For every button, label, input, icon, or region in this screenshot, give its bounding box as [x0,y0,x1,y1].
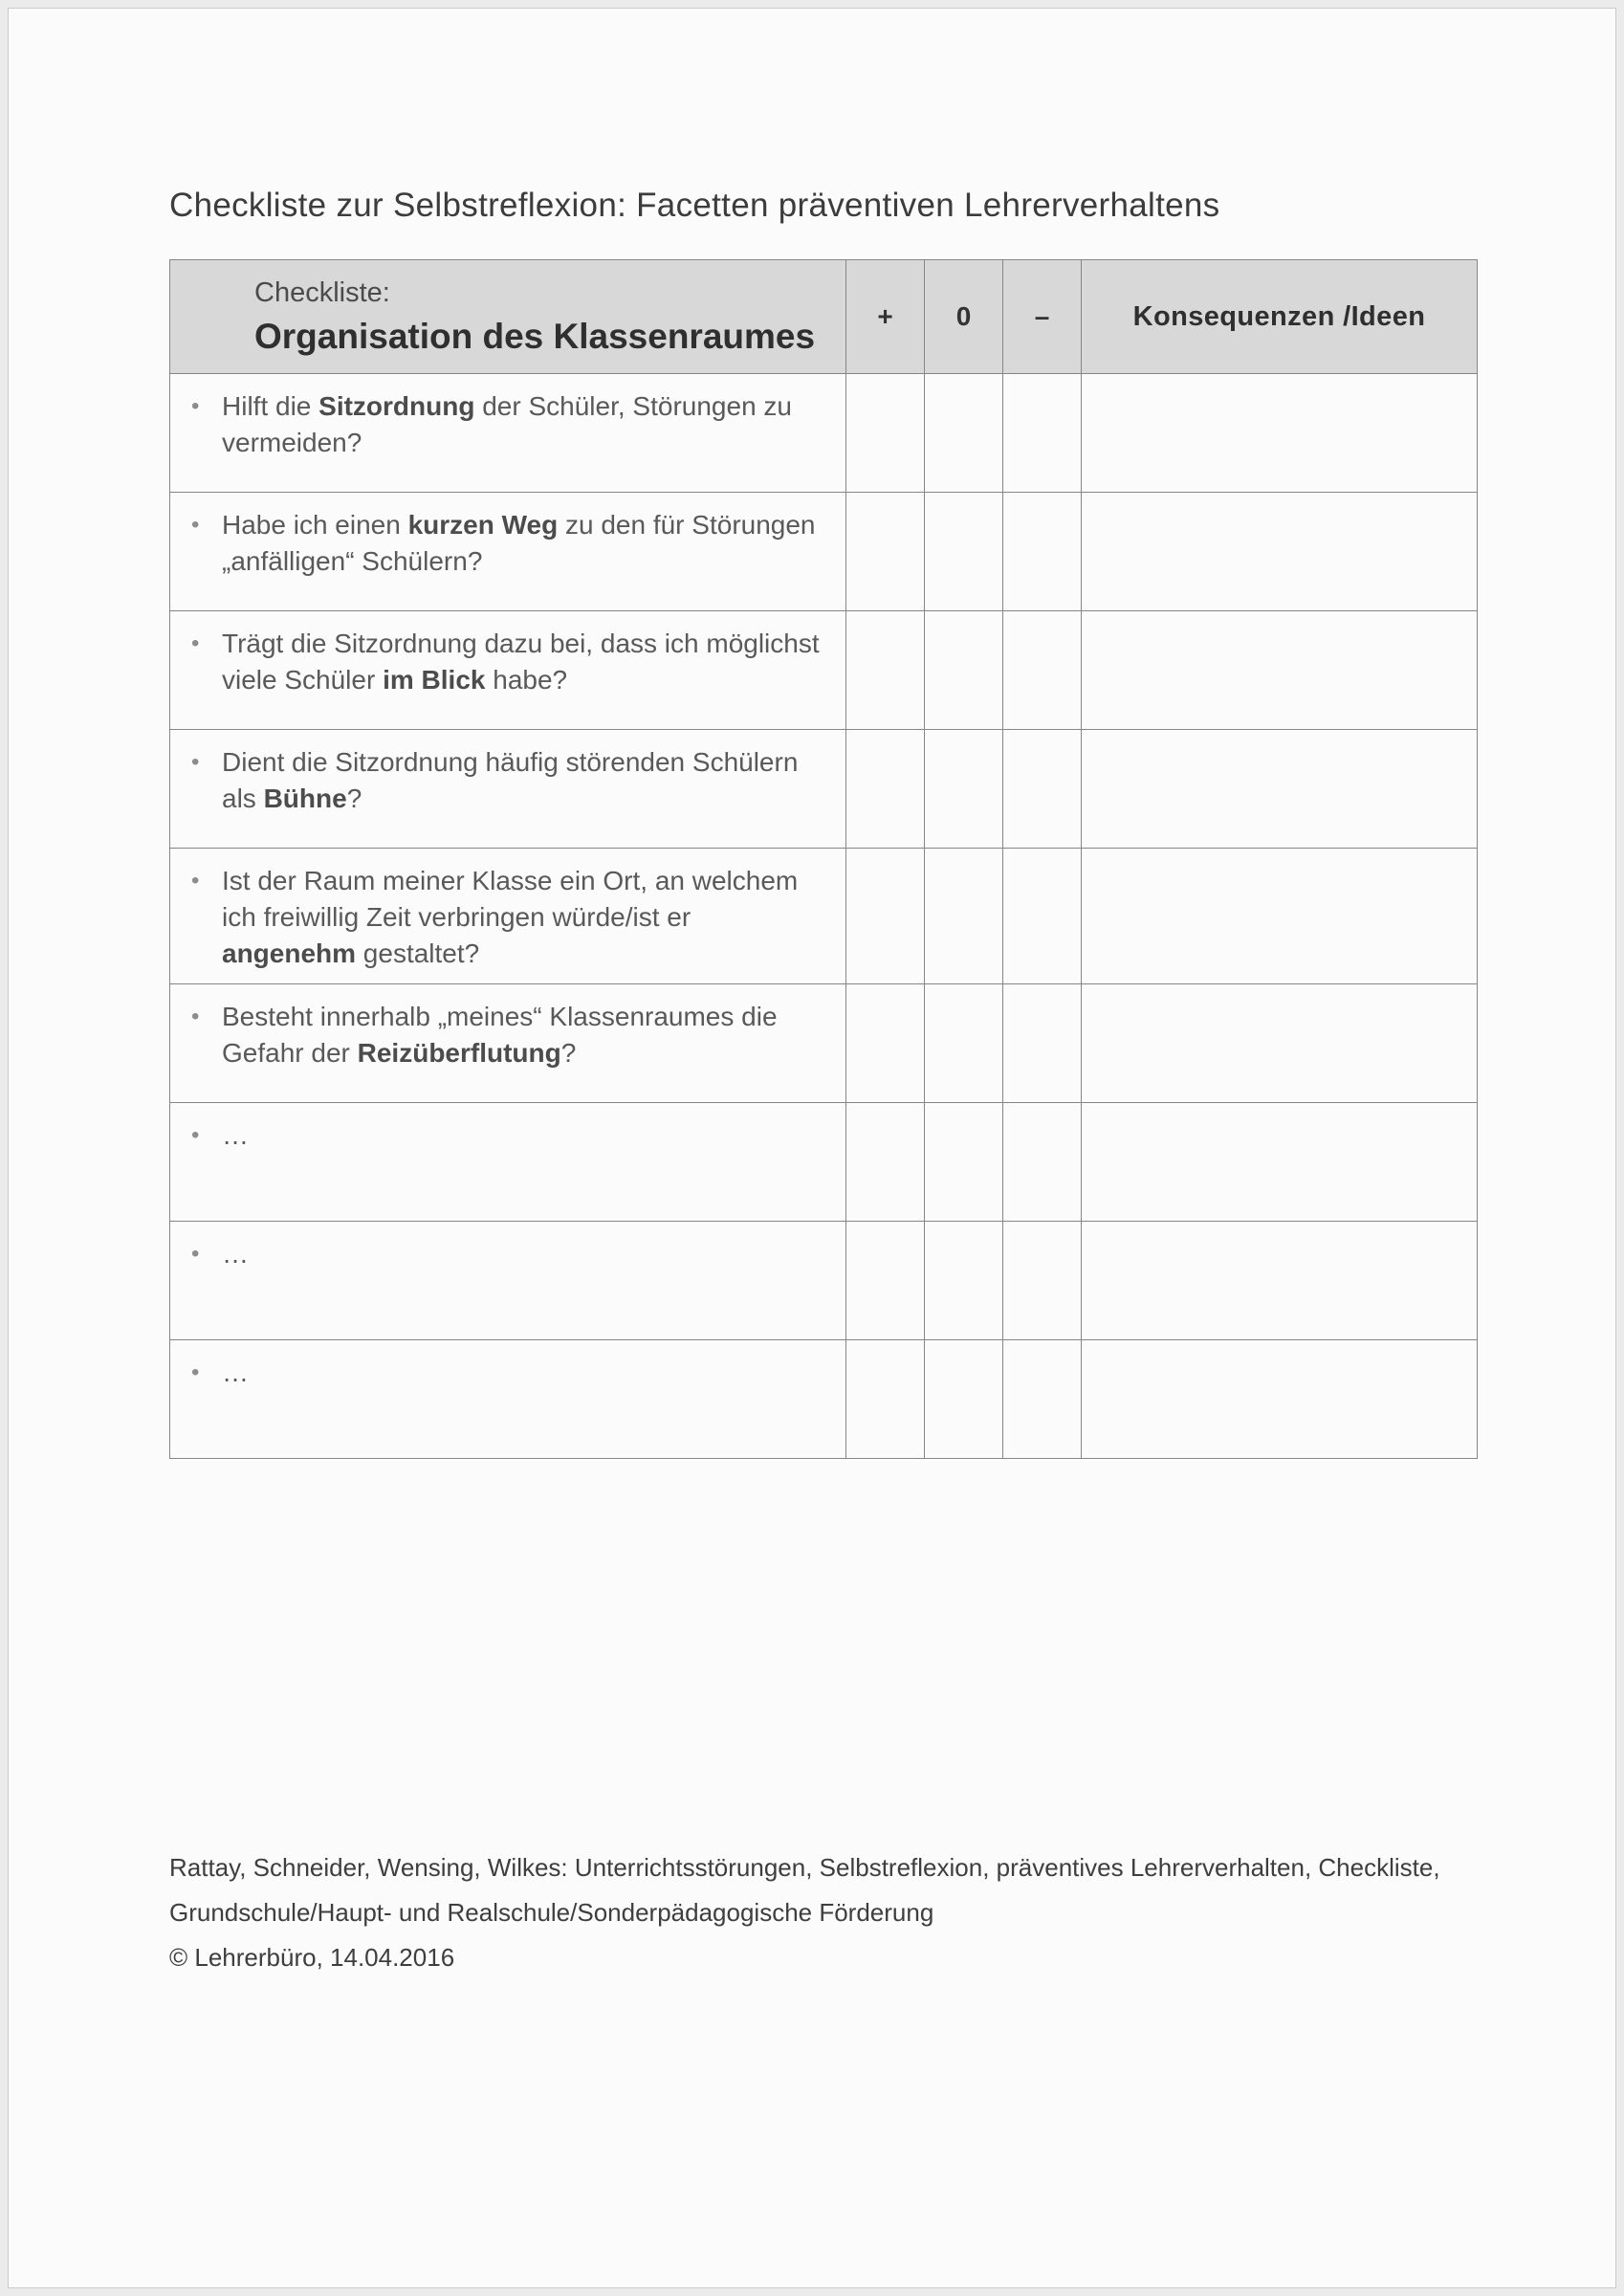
bullet-icon: • [191,630,200,656]
question-cell [170,849,846,984]
question-cell [170,984,846,1103]
checklist-table-container [169,259,1477,1459]
mark-cell-zero [925,1222,1003,1340]
mark-cell-plus [846,611,925,730]
konsequenzen-cell [1082,849,1478,984]
table-row [170,984,1478,1103]
table-header [170,260,1478,374]
table-row [170,493,1478,611]
table-row [170,1340,1478,1459]
mark-cell-plus [846,493,925,611]
konsequenzen-cell [1082,1222,1478,1340]
mark-cell-minus [1003,1222,1082,1340]
mark-cell-zero [925,374,1003,493]
konsequenzen-cell [1082,611,1478,730]
table-row [170,1222,1478,1340]
question-text: … [222,1120,249,1150]
footer-line-2: Grundschule/Haupt- und Realschule/Sonderpädagogische Förderung [169,1898,934,1927]
mark-cell-zero [925,1103,1003,1222]
footer-line-3: © Lehrerbüro, 14.04.2016 [169,1943,455,1972]
question-text: … [222,1358,249,1387]
mark-cell-plus [846,1222,925,1340]
footer-line-1: Rattay, Schneider, Wensing, Wilkes: Unterrichtsstörungen, Selbstreflexion, präventives Lehrerverhalten, Checkliste, [169,1853,1440,1882]
mark-cell-minus [1003,849,1082,984]
bullet-icon: • [191,512,200,538]
mark-cell-plus [846,730,925,849]
mark-cell-zero [925,611,1003,730]
page-title: Checkliste zur Selbstreflexion: Facetten präventiven Lehrerverhaltens [169,187,1220,224]
footer [169,1845,1440,1980]
bullet-icon: • [191,868,200,894]
mark-cell-plus [846,374,925,493]
mark-cell-minus [1003,730,1082,849]
mark-cell-minus [1003,1103,1082,1222]
header-row [170,260,1478,374]
table-row [170,374,1478,493]
mark-cell-plus [846,849,925,984]
header-plus-cell: + [846,260,925,374]
header-checkliste-cell [170,260,846,374]
question-cell [170,493,846,611]
mark-cell-zero [925,493,1003,611]
header-subtitle: Organisation des Klassenraumes [254,316,816,356]
header-checkliste-label: Checkliste: [254,276,390,308]
question-cell [170,611,846,730]
mark-cell-zero [925,849,1003,984]
konsequenzen-cell [1082,730,1478,849]
document-page [8,8,1616,2288]
question-text: Besteht innerhalb „meines“ Klassenraumes die Gefahr der Reizüberflutung? [222,1002,778,1068]
konsequenzen-cell [1082,374,1478,493]
mark-cell-zero [925,730,1003,849]
konsequenzen-cell [1082,493,1478,611]
mark-cell-zero [925,984,1003,1103]
question-text: Ist der Raum meiner Klasse ein Ort, an welchem ich freiwillig Zeit verbringen würde/ist er angenehm gestaltet? [222,866,799,968]
bullet-icon: • [191,1359,200,1385]
bullet-icon: • [191,1122,200,1148]
question-cell [170,374,846,493]
question-text: Dient die Sitzordnung häufig störenden Schülern als Bühne? [222,747,799,813]
table-row [170,849,1478,984]
question-cell [170,1103,846,1222]
table-row [170,1103,1478,1222]
konsequenzen-cell [1082,1103,1478,1222]
question-text: Habe ich einen kurzen Weg zu den für Störungen „anfälligen“ Schülern? [222,510,816,576]
question-cell [170,1340,846,1459]
mark-cell-minus [1003,611,1082,730]
question-text: Hilft die Sitzordnung der Schüler, Störungen zu vermeiden? [222,391,792,457]
question-text: Trägt die Sitzordnung dazu bei, dass ich möglichst viele Schüler im Blick habe? [222,629,820,695]
mark-cell-plus [846,1103,925,1222]
mark-cell-minus [1003,493,1082,611]
checklist-table [169,259,1478,1459]
mark-cell-minus [1003,984,1082,1103]
bullet-icon: • [191,1004,200,1029]
question-cell [170,1222,846,1340]
header-konsequenzen-cell: Konsequenzen /Ideen [1082,260,1478,374]
bullet-icon: • [191,1241,200,1267]
header-minus-cell: – [1003,260,1082,374]
konsequenzen-cell [1082,1340,1478,1459]
table-row [170,730,1478,849]
mark-cell-plus [846,984,925,1103]
header-zero-cell: 0 [925,260,1003,374]
table-row [170,611,1478,730]
bullet-icon: • [191,393,200,419]
question-cell [170,730,846,849]
question-text: … [222,1239,249,1269]
mark-cell-minus [1003,374,1082,493]
checklist-body [170,374,1478,1459]
mark-cell-minus [1003,1340,1082,1459]
konsequenzen-cell [1082,984,1478,1103]
mark-cell-zero [925,1340,1003,1459]
bullet-icon: • [191,749,200,775]
mark-cell-plus [846,1340,925,1459]
